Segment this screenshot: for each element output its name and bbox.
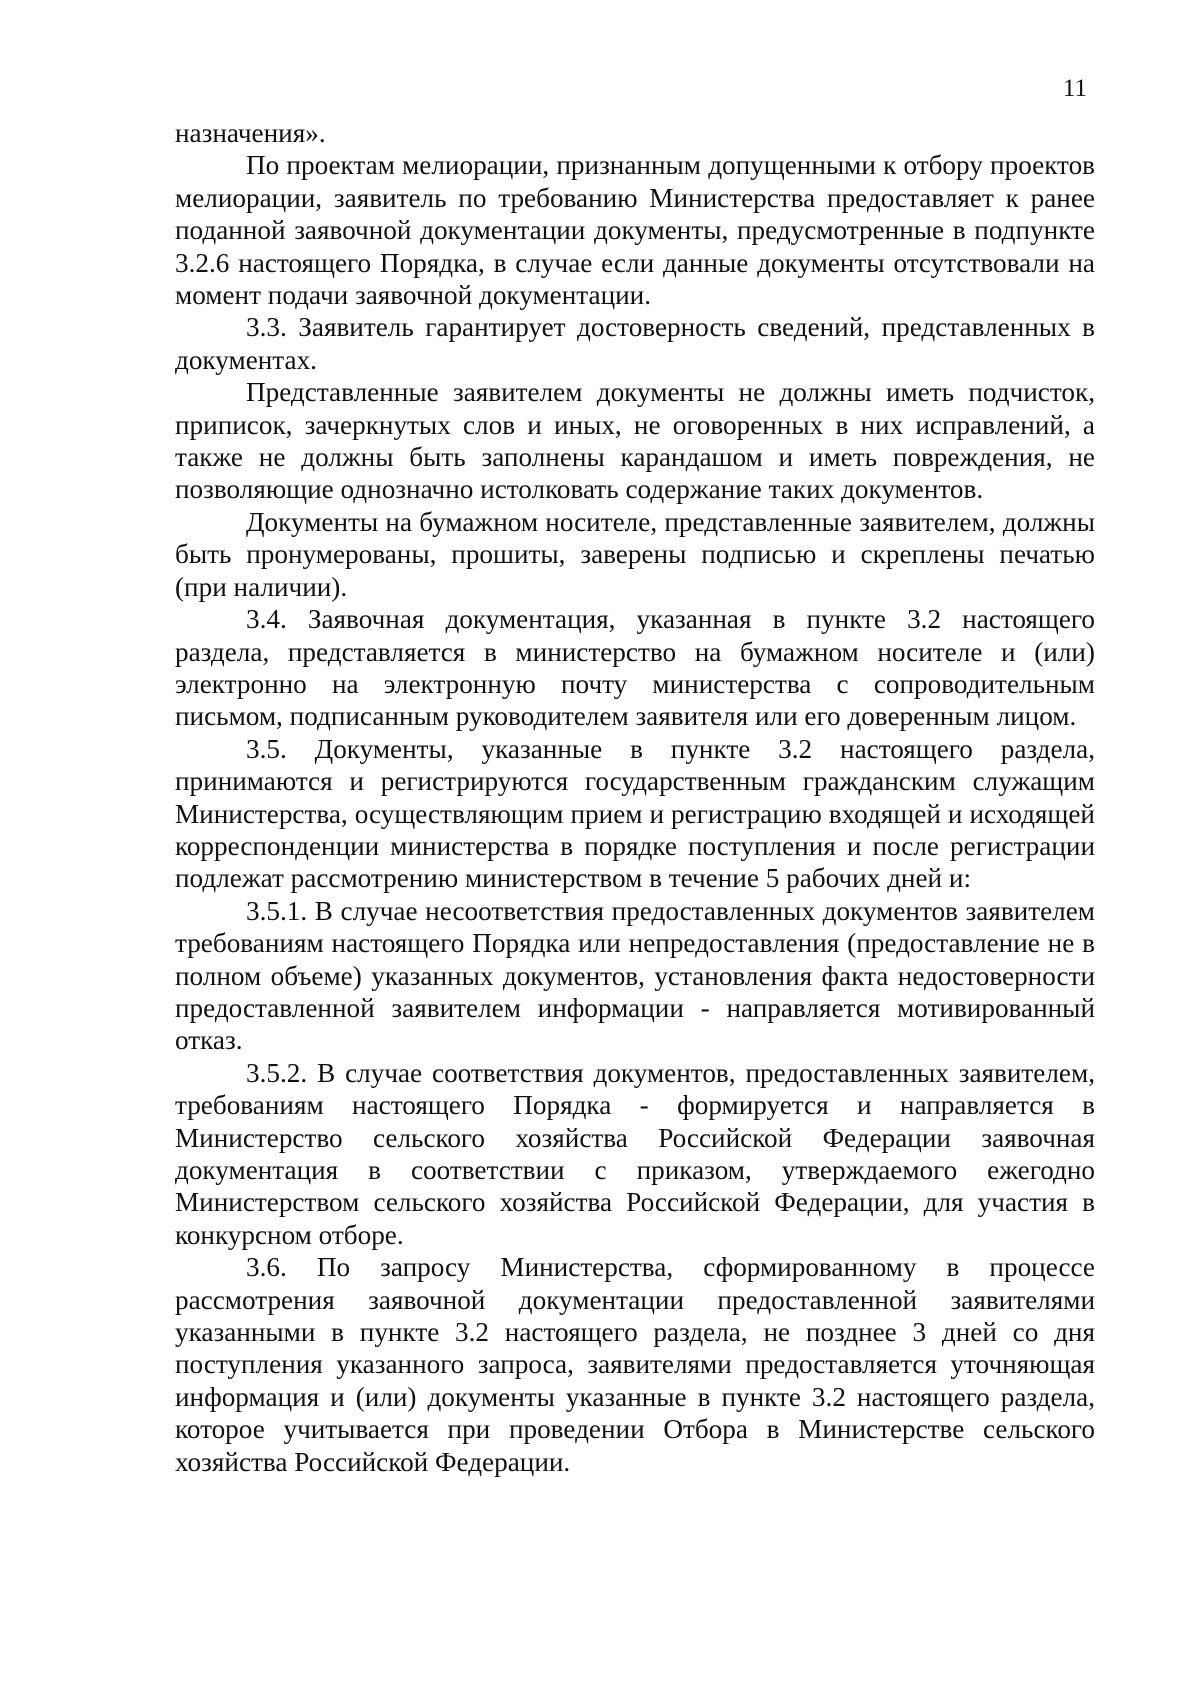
paragraph-3-3: 3.3. Заявитель гарантирует достоверность сведений, представленных в документах. [175, 312, 1095, 375]
document-body [175, 117, 1095, 1478]
paragraph-continuation: назначения». [175, 118, 326, 148]
paragraph-3-4: 3.4. Заявочная документация, указанная в пункте 3.2 настоящего раздела, представляется в министерство на бумажном носителе и (или) электронно на электронную почту министерства с сопроводительным письмом, подписанным руководителем заявителя или его доверенным лицом. [175, 604, 1095, 732]
paragraph-3-5: 3.5. Документы, указанные в пункте 3.2 настоящего раздела, принимаются и регистрируются государственным гражданским служащим Министерства, осуществляющим прием и регистрацию входящей и исходящей корреспонденции министерства в порядке поступления и после регистрации подлежат рассмотрению министерством в течение 5 рабочих дней и: [175, 733, 1095, 894]
paragraph-reclamation-projects: По проектам мелиорации, признанным допущенными к отбору проектов мелиорации, заявитель по требованию Министерства предоставляет к ранее поданной заявочной документации документы, предусмотренные в подпункте 3.2.6 настоящего Порядка, в случае если данные документы отсутствовали на момент подачи заявочной документации. [175, 150, 1095, 311]
paragraph-3-6: 3.6. По запросу Министерства, сформированному в процессе рассмотрения заявочной документации предоставленной заявителями указанными в пункте 3.2 настоящего раздела, не позднее 3 дней со дня поступления указанного запроса, заявителями предоставляется уточняющая информация и (или) документы указанные в пункте 3.2 настоящего раздела, которое учитывается при проведении Отбора в Министерстве сельского хозяйства Российской Федерации. [175, 1252, 1095, 1477]
paragraph-document-requirements: Представленные заявителем документы не должны иметь подчисток, приписок, зачеркнутых слов и иных, не оговоренных в них исправлений, а также не должны быть заполнены карандашом и иметь повреждения, не позволяющие однозначно истолковать содержание таких документов. [175, 377, 1095, 505]
paragraph-paper-documents: Документы на бумажном носителе, представленные заявителем, должны быть пронумерованы, прошиты, заверены подписью и скреплены печатью (при наличии). [175, 506, 1095, 602]
paragraph-3-5-2: 3.5.2. В случае соответствия документов, предоставленных заявителем, требованиям настоящего Порядка - формируется и направляется в Министерство сельского хозяйства Российской Федерации заявочная документация в соответствии с приказом, утверждаемого ежегодно Министерством сельского хозяйства Российской Федерации, для участия в конкурсном отборе. [175, 1057, 1095, 1250]
page-number: 11 [1062, 75, 1087, 102]
paragraph-3-5-1: 3.5.1. В случае несоответствия предоставленных документов заявителем требованиям настоящего Порядка или непредоставления (предоставление не в полном объеме) указанных документов, установления факта недостоверности предоставленной заявителем информации - направляется мотивированный отказ. [175, 895, 1095, 1056]
